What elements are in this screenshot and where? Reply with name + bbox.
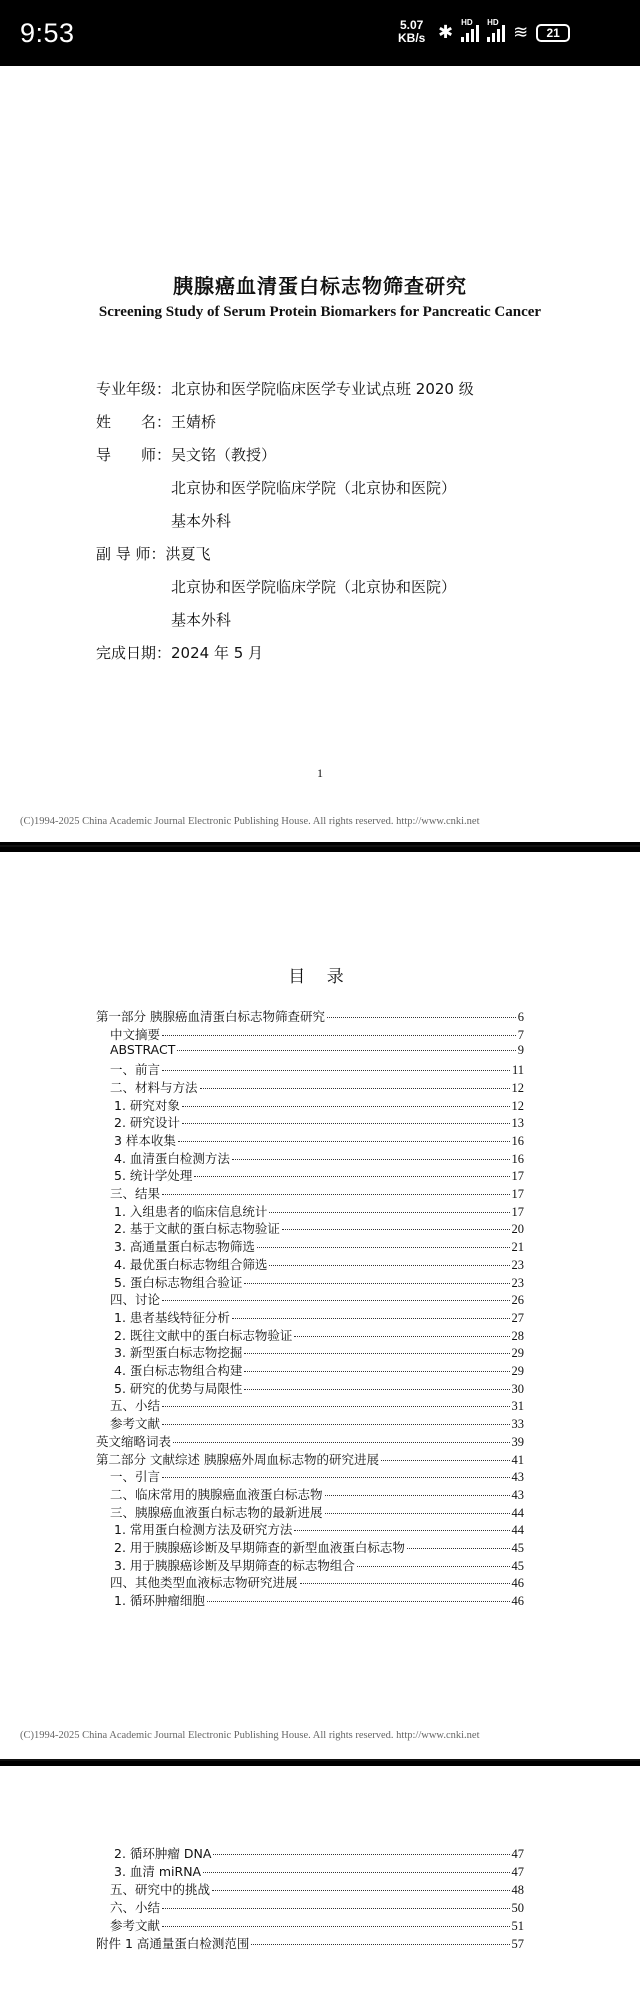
toc-entry-label: 二、材料与方法 <box>110 1079 198 1095</box>
wifi-icon: ≋ <box>513 22 529 42</box>
toc-entry-page: 28 <box>511 1328 524 1343</box>
toc-entry-label: 2. 用于胰腺癌诊断及早期筛查的新型血液蛋白标志物 <box>114 1540 405 1555</box>
toc-entry[interactable] <box>110 1573 524 1591</box>
info-co-advisor: 副 导 师：洪夏飞 <box>96 545 211 563</box>
toc-leader-dots <box>269 1212 509 1213</box>
toc-entry-page: 29 <box>511 1364 524 1378</box>
copyright-footer: (C)1994-2025 China Academic Journal Electronic Publishing House. All rights reserved. http://www.cnki.net <box>20 1730 480 1741</box>
toc-leader-dots <box>244 1353 509 1354</box>
toc-entry[interactable] <box>114 1237 524 1255</box>
toc-entry-label: 1. 入组患者的临床信息统计 <box>114 1203 268 1219</box>
toc-entry-label: 五、研究中的挑战 <box>110 1882 211 1897</box>
toc-leader-dots <box>407 1548 510 1549</box>
toc-entry[interactable] <box>114 1591 524 1609</box>
toc-entry[interactable] <box>110 1467 524 1485</box>
toc-entry[interactable] <box>114 1308 524 1326</box>
info-co-advisor-department: 基本外科 <box>96 611 232 629</box>
toc-leader-dots <box>212 1890 509 1891</box>
toc-leader-dots <box>251 1944 509 1945</box>
toc-leader-dots <box>207 1601 510 1602</box>
toc-entry-page: 23 <box>511 1257 524 1272</box>
toc-entry-page: 11 <box>511 1063 524 1078</box>
toc-entry-label: 1. 循环肿瘤细胞 <box>114 1593 205 1609</box>
toc-entry-page: 21 <box>511 1240 524 1255</box>
document-page-1 <box>0 66 640 842</box>
toc-entry-label: 5. 蛋白标志物组合验证 <box>114 1274 243 1290</box>
toc-leader-dots <box>162 1194 509 1195</box>
toc-entry[interactable] <box>110 1042 524 1060</box>
toc-leader-dots <box>203 1872 509 1873</box>
toc-leader-dots <box>162 1424 509 1425</box>
toc-entry-label: 1. 患者基线特征分析 <box>114 1309 230 1325</box>
toc-entry-page: 13 <box>511 1116 524 1131</box>
toc-entry-label: 三、胰腺癌血液蛋白标志物的最新进展 <box>110 1504 323 1520</box>
toc-entry-page: 29 <box>511 1346 524 1361</box>
page-divider <box>0 845 640 847</box>
toc-leader-dots <box>213 1854 509 1855</box>
toc-entry[interactable] <box>114 1361 524 1379</box>
toc-entry[interactable] <box>114 1255 524 1273</box>
toc-entry-label: 二、临床常用的胰腺癌血液蛋白标志物 <box>110 1486 323 1502</box>
toc-entry-page: 43 <box>511 1470 524 1485</box>
toc-entry[interactable] <box>110 1396 524 1414</box>
toc-entry-page: 9 <box>517 1043 524 1058</box>
toc-entry-page: 47 <box>511 1865 524 1879</box>
toc-entry[interactable] <box>114 1131 524 1149</box>
toc-leader-dots <box>178 1141 510 1142</box>
toc-entry[interactable] <box>114 1844 524 1862</box>
toc-entry[interactable] <box>114 1166 524 1184</box>
toc-entry-page: 47 <box>511 1847 524 1861</box>
toc-leader-dots <box>232 1318 510 1319</box>
thesis-title-cn: 胰腺癌血清蛋白标志物筛查研究 <box>173 274 467 298</box>
document-page-3 <box>0 1766 640 2008</box>
toc-entry[interactable] <box>96 1432 524 1450</box>
toc-entry-page: 16 <box>511 1133 524 1148</box>
toc-entry-label: 5. 统计学处理 <box>114 1168 193 1184</box>
toc-entry-label: 3. 用于胰腺癌诊断及早期筛查的标志物组合 <box>114 1557 355 1573</box>
info-advisor-department: 基本外科 <box>96 512 232 530</box>
toc-entry-label: 附件 1 高通量蛋白检测范围 <box>96 1936 250 1951</box>
toc-entry[interactable] <box>114 1379 524 1397</box>
toc-title: 目 录 <box>288 967 352 987</box>
toc-entry-page: 45 <box>511 1558 524 1573</box>
toc-entry-page: 23 <box>511 1275 524 1290</box>
toc-leader-dots <box>182 1106 510 1107</box>
toc-entry-page: 46 <box>511 1594 524 1609</box>
toc-entry[interactable] <box>114 1343 524 1361</box>
toc-entry-label: 六、小结 <box>110 1900 161 1915</box>
toc-entry[interactable] <box>96 1007 524 1025</box>
toc-entry[interactable] <box>114 1149 524 1167</box>
status-icons <box>438 17 570 43</box>
toc-leader-dots <box>282 1229 510 1230</box>
toc-entry[interactable] <box>96 1934 524 1952</box>
battery-icon <box>536 24 570 42</box>
toc-entry-label: 3. 新型蛋白标志物挖掘 <box>114 1345 243 1361</box>
toc-entry[interactable] <box>114 1326 524 1344</box>
toc-leader-dots <box>162 1908 509 1909</box>
toc-entry[interactable] <box>114 1273 524 1291</box>
toc-leader-dots <box>325 1495 510 1496</box>
toc-entry-label: 三、结果 <box>110 1186 161 1201</box>
toc-entry-label: 2. 基于文献的蛋白标志物验证 <box>114 1221 280 1237</box>
toc-entry-page: 39 <box>511 1434 524 1449</box>
info-advisor: 导 师：吴文铭（教授） <box>96 446 277 464</box>
toc-leader-dots <box>244 1389 509 1390</box>
toc-entry-page: 30 <box>511 1381 524 1396</box>
toc-entry-page: 26 <box>511 1293 524 1308</box>
speed-value: 5.07 <box>399 18 424 32</box>
toc-entry-page: 46 <box>511 1576 524 1591</box>
toc-leader-dots <box>232 1159 510 1160</box>
toc-entry-label: 五、小结 <box>110 1398 161 1414</box>
toc-leader-dots <box>257 1247 510 1248</box>
toc-entry-label: 四、其他类型血液标志物研究进展 <box>110 1575 298 1591</box>
toc-entry-label: 4. 最优蛋白标志物组合筛选 <box>114 1256 268 1272</box>
toc-leader-dots <box>162 1300 509 1301</box>
toc-entry-label: 一、前言 <box>110 1062 161 1078</box>
toc-leader-dots <box>177 1050 515 1051</box>
info-co-advisor-institution: 北京协和医学院临床学院（北京协和医院） <box>96 578 457 596</box>
toc-entry-label: 2. 循环肿瘤 DNA <box>114 1846 212 1861</box>
toc-leader-dots <box>244 1371 509 1372</box>
toc-entry-page: 45 <box>511 1541 524 1555</box>
toc-entry[interactable] <box>110 1898 524 1916</box>
toc-entry-page: 6 <box>517 1010 524 1024</box>
toc-entry-label: 1. 研究对象 <box>114 1097 180 1113</box>
toc-entry[interactable] <box>110 1485 524 1503</box>
toc-entry-label: 四、讨论 <box>110 1292 161 1308</box>
toc-entry[interactable] <box>96 1450 524 1468</box>
hd-label-1: HD <box>461 17 473 27</box>
toc-entry-label: 3. 高通量蛋白标志物筛选 <box>114 1239 255 1255</box>
page-number: 1 <box>317 766 323 780</box>
toc-entry-page: 33 <box>511 1417 524 1432</box>
toc-entry[interactable] <box>114 1202 524 1220</box>
toc-leader-dots <box>381 1460 510 1461</box>
toc-leader-dots <box>327 1017 516 1018</box>
clock: 9:53 <box>20 18 75 48</box>
toc-entry-page: 20 <box>511 1222 524 1237</box>
toc-entry-label: 5. 研究的优势与局限性 <box>114 1380 243 1396</box>
toc-entry-label: 一、引言 <box>110 1469 161 1485</box>
toc-entry-label: 4. 蛋白标志物组合构建 <box>114 1363 243 1378</box>
toc-leader-dots <box>300 1583 510 1584</box>
hd-label-2: HD <box>487 17 499 27</box>
toc-entry-page: 50 <box>511 1901 524 1915</box>
info-completion-date: 完成日期：2024 年 5 月 <box>96 644 264 662</box>
toc-leader-dots <box>162 1926 509 1927</box>
toc-entry-page: 17 <box>511 1187 524 1201</box>
toc-entry-page: 43 <box>511 1487 524 1502</box>
toc-entry[interactable] <box>114 1113 524 1131</box>
info-major: 专业年级：北京协和医学院临床医学专业试点班 2020 级 <box>96 380 474 398</box>
toc-entry-label: 参考文献 <box>110 1918 161 1933</box>
toc-entry-page: 17 <box>511 1169 524 1184</box>
toc-entry-label: 英文缩略词表 <box>96 1433 172 1449</box>
toc-leader-dots <box>294 1336 509 1337</box>
toc-entry-page: 16 <box>511 1151 524 1166</box>
toc-entry[interactable] <box>110 1078 524 1096</box>
toc-entry[interactable] <box>114 1538 524 1556</box>
toc-entry-label: 3. 血清 miRNA <box>114 1864 202 1879</box>
toc-leader-dots <box>244 1283 509 1284</box>
battery-level: 21 <box>546 25 560 40</box>
status-bar <box>0 0 640 66</box>
toc-leader-dots <box>325 1513 510 1514</box>
signal-icon-2 <box>487 17 505 42</box>
toc-entry[interactable] <box>110 1880 524 1898</box>
toc-entry-label: 4. 血清蛋白检测方法 <box>114 1150 230 1166</box>
toc-entry[interactable] <box>110 1184 524 1202</box>
toc-entry-label: 第二部分 文献综述 胰腺癌外周血标志物的研究进展 <box>96 1451 379 1467</box>
toc-leader-dots <box>162 1070 510 1071</box>
toc-entry[interactable] <box>110 1290 524 1308</box>
signal-icon-1 <box>461 17 479 42</box>
toc-entry-page: 17 <box>511 1204 524 1219</box>
toc-entry[interactable] <box>114 1556 524 1574</box>
toc-entry-page: 44 <box>511 1505 524 1520</box>
toc-entry[interactable] <box>110 1060 524 1078</box>
toc-entry-label: 3 样本收集 <box>114 1132 176 1148</box>
toc-entry-label: 2. 研究设计 <box>114 1115 180 1131</box>
toc-entry-label: 2. 既往文献中的蛋白标志物验证 <box>114 1327 293 1343</box>
toc-leader-dots <box>162 1035 516 1036</box>
toc-entry[interactable] <box>114 1520 524 1538</box>
toc-entry[interactable] <box>110 1503 524 1521</box>
info-name: 姓 名：王婧桥 <box>96 413 217 431</box>
toc-entry-label: 1. 常用蛋白检测方法及研究方法 <box>114 1522 293 1538</box>
toc-leader-dots <box>294 1530 509 1531</box>
toc-leader-dots <box>173 1442 509 1443</box>
toc-entry-label: 第一部分 胰腺癌血清蛋白标志物筛查研究 <box>96 1009 325 1024</box>
toc-entry[interactable] <box>114 1219 524 1237</box>
toc-entry-page: 7 <box>517 1027 524 1042</box>
toc-entry-page: 31 <box>511 1399 524 1414</box>
toc-leader-dots <box>269 1265 509 1266</box>
network-speed <box>398 19 425 45</box>
toc-entry-page: 44 <box>511 1523 524 1538</box>
toc-entry[interactable] <box>110 1025 524 1043</box>
toc-leader-dots <box>162 1406 509 1407</box>
toc-entry[interactable] <box>114 1096 524 1114</box>
bluetooth-icon: ✱ <box>438 22 454 42</box>
toc-leader-dots <box>194 1176 509 1177</box>
toc-entry-label: 中文摘要 <box>110 1026 161 1042</box>
document-page-2 <box>0 852 640 1759</box>
toc-entry-page: 51 <box>511 1919 524 1933</box>
toc-leader-dots <box>182 1123 510 1124</box>
toc-entry[interactable] <box>110 1916 524 1934</box>
toc-entry[interactable] <box>114 1862 524 1880</box>
toc-leader-dots <box>357 1566 510 1567</box>
toc-entry-page: 41 <box>511 1452 524 1467</box>
thesis-title-en: Screening Study of Serum Protein Biomarkers for Pancreatic Cancer <box>98 304 542 320</box>
toc-entry-label: ABSTRACT <box>110 1042 176 1058</box>
page-divider <box>0 1759 640 1761</box>
copyright-footer: (C)1994-2025 China Academic Journal Electronic Publishing House. All rights reserved. http://www.cnki.net <box>20 816 480 827</box>
toc-entry[interactable] <box>110 1414 524 1432</box>
toc-entry-page: 27 <box>511 1310 524 1325</box>
toc-entry-page: 12 <box>511 1080 524 1095</box>
info-advisor-institution: 北京协和医学院临床学院（北京协和医院） <box>96 479 457 497</box>
toc-leader-dots <box>200 1088 510 1089</box>
speed-unit: KB/s <box>398 31 426 45</box>
toc-leader-dots <box>162 1477 509 1478</box>
toc-entry-page: 48 <box>511 1883 524 1897</box>
toc-entry-page: 12 <box>511 1098 524 1113</box>
toc-entry-page: 57 <box>511 1937 524 1951</box>
toc-entry-label: 参考文献 <box>110 1416 161 1432</box>
